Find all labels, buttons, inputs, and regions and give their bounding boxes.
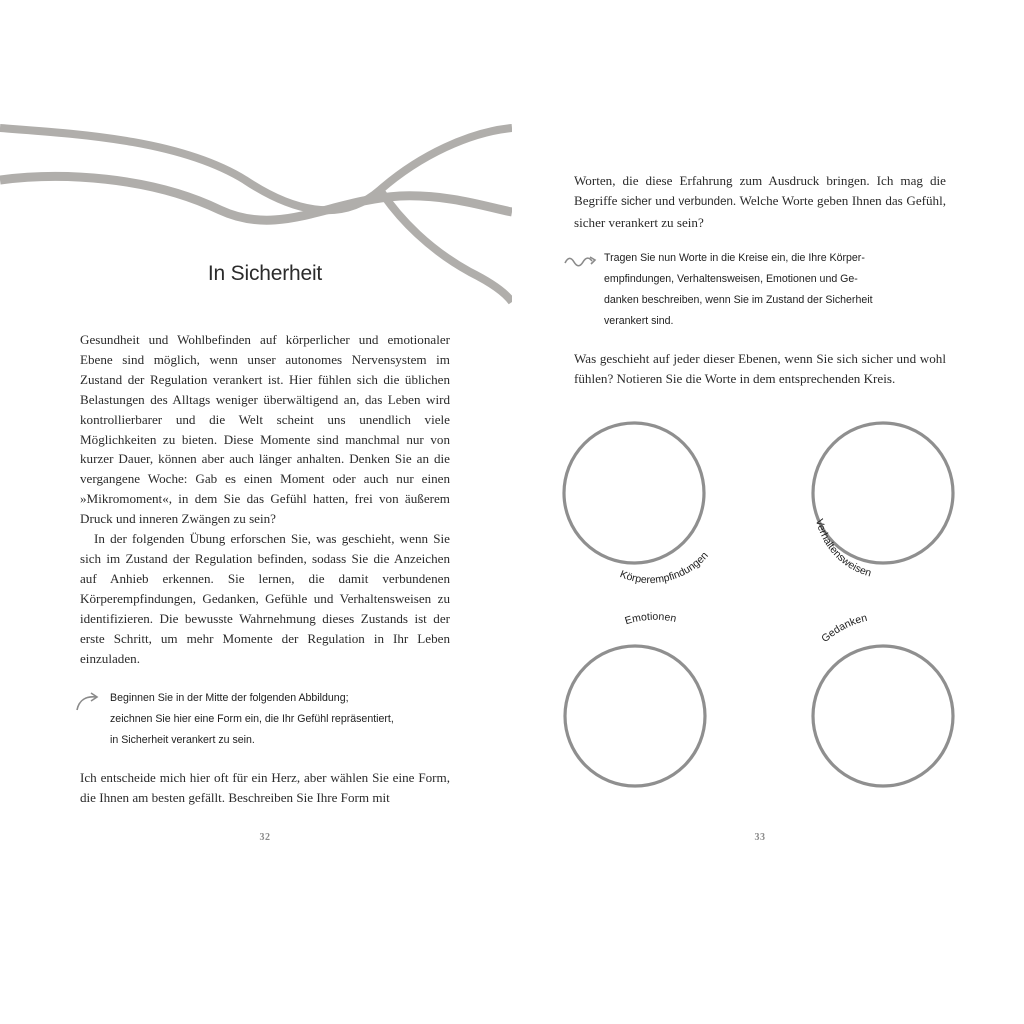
label-text: Körperempfindungen — [618, 549, 711, 587]
circles-diagram — [540, 400, 980, 800]
exercise-line: verankert sind. — [604, 315, 674, 327]
circle-gedanken[interactable] — [813, 646, 953, 786]
page-number: 33 — [754, 832, 766, 843]
label-text: Gedanken — [819, 611, 869, 645]
squiggle-icon — [564, 254, 598, 268]
page-number: 32 — [259, 832, 271, 843]
exercise-line: danken beschreiben, wenn Sie im Zustand der Sicherheit — [604, 294, 873, 306]
exercise-instructions — [110, 688, 394, 751]
exercise-line: in Sicherheit verankert zu sein. — [110, 734, 255, 746]
paragraph: Was geschieht auf jeder dieser Ebenen, wenn Sie sich sicher und wohl fühlen? Notieren Sie die Worte in dem entsprechenden Kreis. — [574, 351, 946, 386]
exercise-instructions — [604, 248, 873, 332]
circle-label-emotionen — [623, 611, 677, 628]
body-text-intro — [80, 330, 450, 668]
circle-koerperempfindungen[interactable] — [564, 423, 704, 563]
chapter-title: In Sicherheit — [207, 262, 323, 285]
text-run: . Welche Worte geben Ihnen das Gefühl, sicher verankert zu sein? — [574, 192, 947, 230]
circle-emotionen[interactable] — [565, 646, 705, 786]
exercise-line: empfindungen, Verhaltensweisen, Emotionen und Ge- — [604, 273, 858, 285]
text-run: und — [651, 192, 679, 208]
body-text-middle — [574, 349, 946, 389]
paragraph: Ich entscheide mich hier oft für ein Herz, aber wählen Sie eine Form, die Ihnen am besten gefällt. Beschreiben Sie Ihre Form mit — [80, 770, 450, 805]
body-text-top — [574, 171, 946, 233]
text-run: Worten, die diese Erfahrung zum Ausdruck bringen. Ich mag die Begriffe — [574, 173, 946, 208]
curved-arrow-icon — [74, 692, 100, 714]
body-text-continued — [80, 768, 450, 808]
exercise-line: zeichnen Sie hier eine Form ein, die Ihr Gefühl repräsentiert, — [110, 713, 394, 725]
paragraph — [574, 171, 946, 233]
emphasis-word: verbunden — [678, 195, 733, 208]
emphasis-word: sicher — [620, 195, 652, 208]
paragraph: Gesundheit und Wohlbefinden auf körperlicher und emotionaler Ebene sind möglich, wenn unser autonomes Nervensystem im Zustand der Regulation verankert ist. Hier fühlen sich die üblichen Belastungen des Alltags weniger überwältigend an, das Leben wird kontrollierbarer und die Welt scheint uns unendlich viele Möglichkeiten zu bieten. Diese Momente sind manchmal nur von kurzer Dauer, können aber auch länger anhalten. Denken Sie an die vergangene Woche: Gab es einen Moment oder auch nur einen »Mikromoment«, in dem Sie das Gefühl hatten, frei von äußerem Druck und inneren Zwängen zu sein? — [80, 332, 450, 527]
label-text: Verhaltensweisen — [812, 517, 873, 580]
exercise-line: Beginnen Sie in der Mitte der folgenden Abbildung; — [110, 692, 349, 704]
paragraph: In der folgenden Übung erforschen Sie, was geschieht, wenn Sie sich im Zustand der Regulation befinden, sodass Sie die Anzeichen auf Anhieb erkennen. Sie lernen, die damit verbundenen Körperempfindungen, Gedanken, Gefühle und Verhaltensweisen zu identifizieren. Die bewusste Wahrnehmung dieses Zustands ist der erste Schritt, um mehr Momente der Regulation in Ihr Leben einzuladen. — [80, 531, 450, 666]
exercise-line: Tragen Sie nun Worte in die Kreise ein, die Ihre Körper- — [604, 252, 865, 264]
circle-label-gedanken — [819, 612, 868, 645]
label-text: Emotionen — [623, 610, 678, 628]
